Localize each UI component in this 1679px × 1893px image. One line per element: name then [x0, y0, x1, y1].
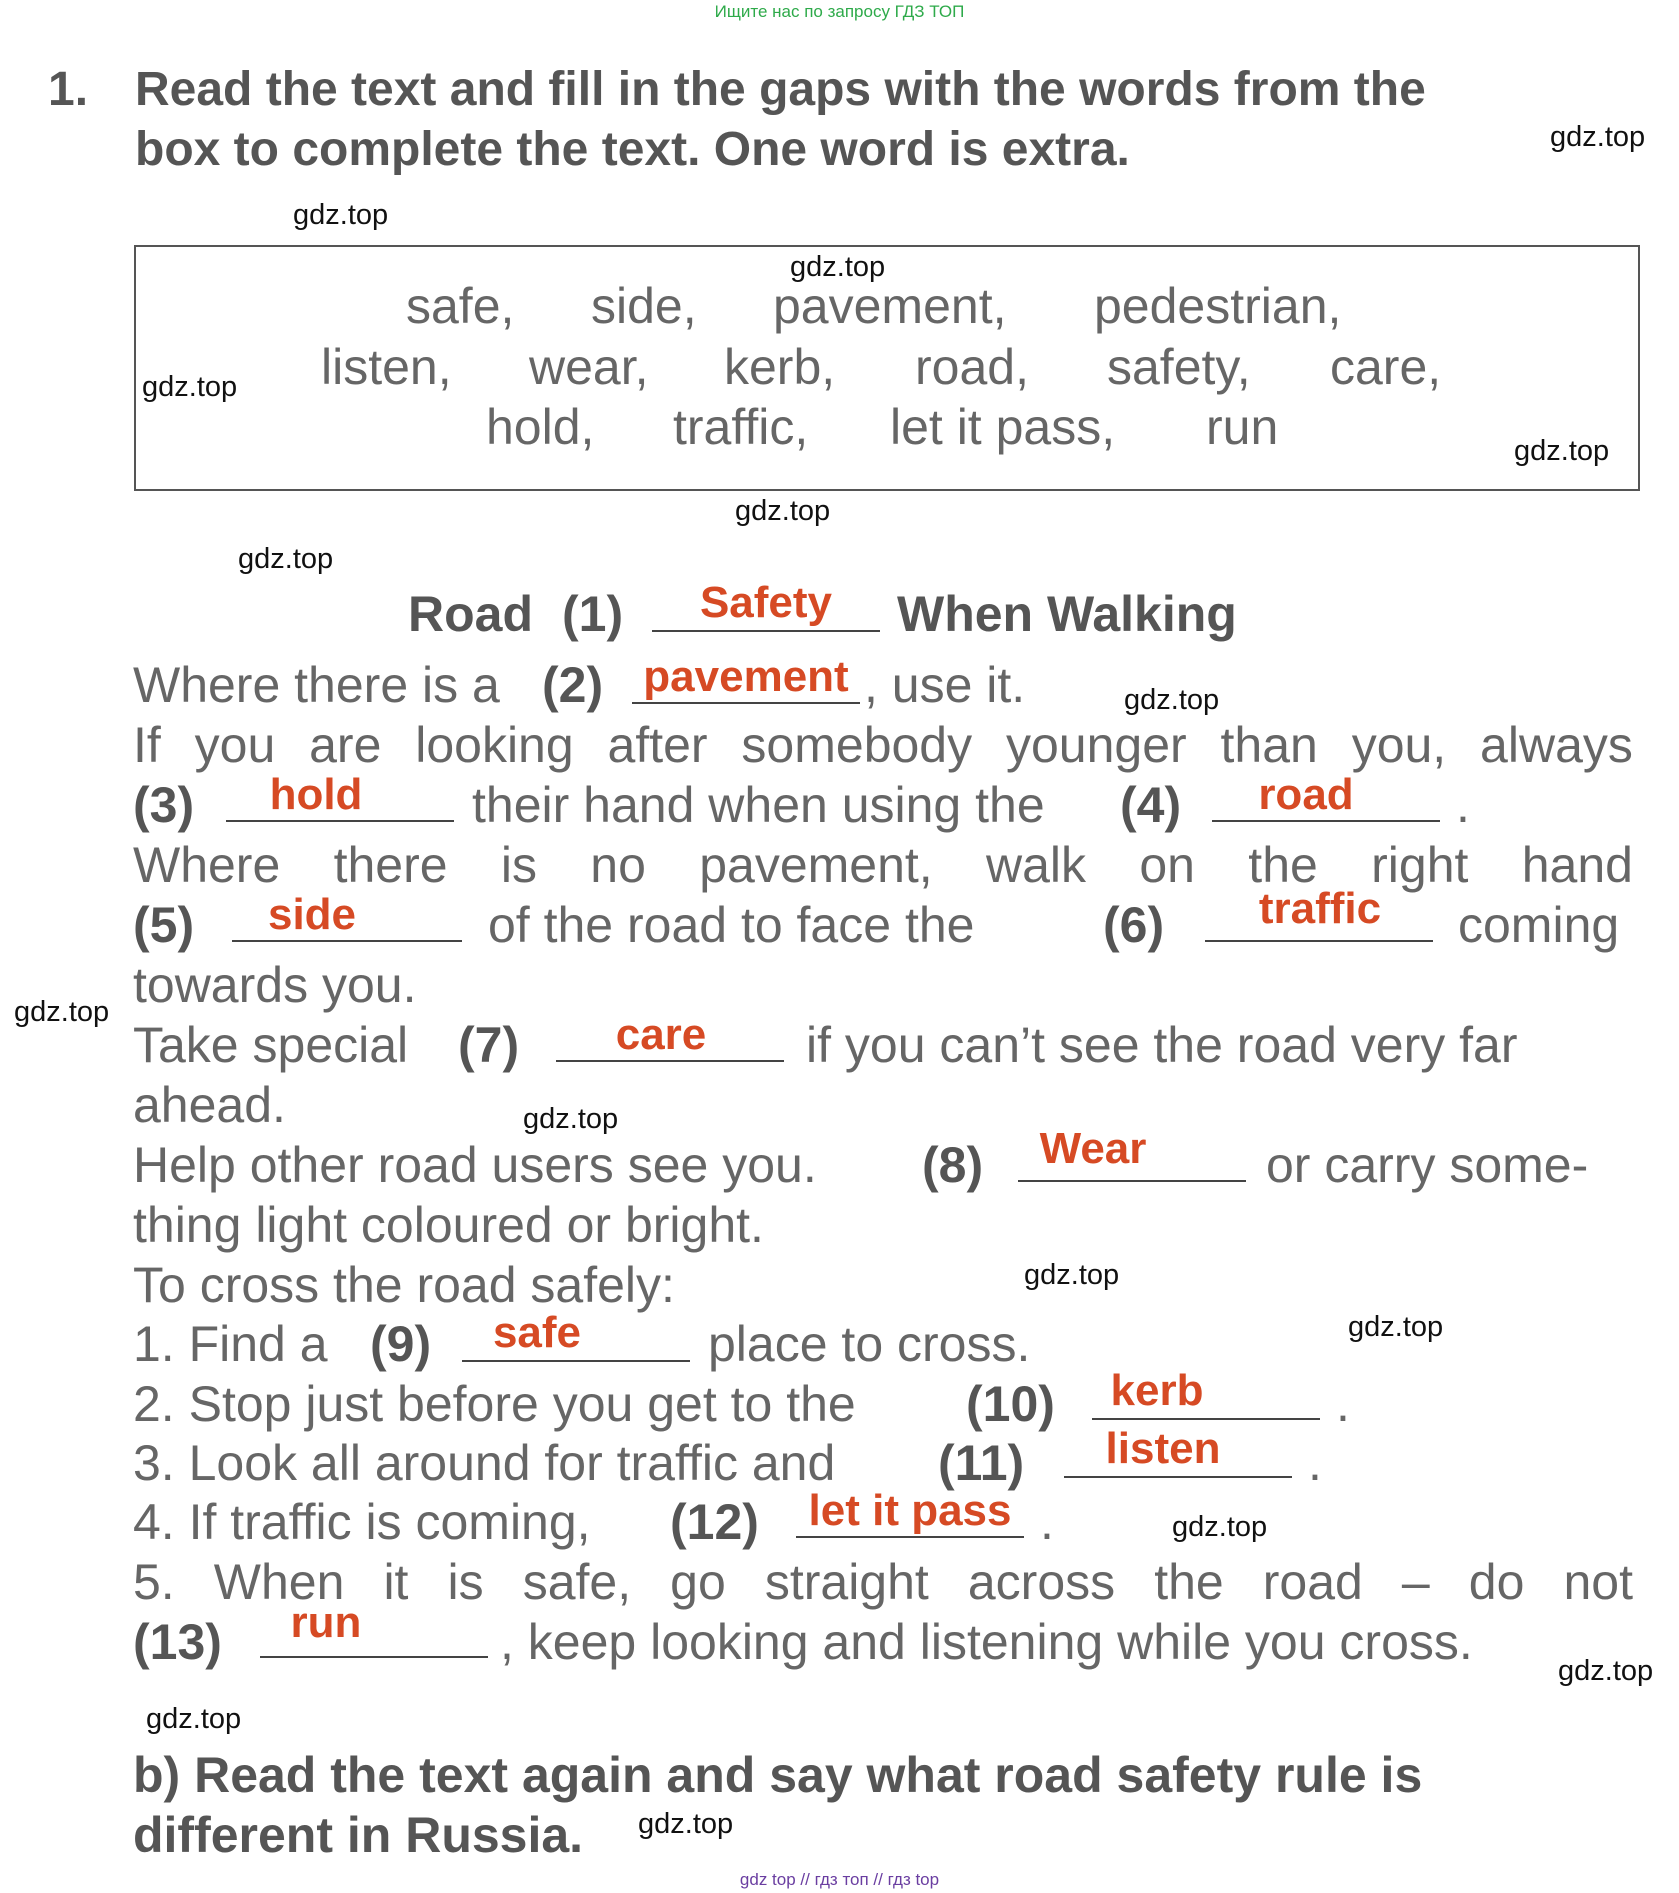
watermark: gdz.top — [1558, 1655, 1654, 1687]
step-5-line: 5. When it is safe, go straight across the road – do not — [133, 1554, 1633, 1610]
text-title-pre: Road — [408, 586, 533, 642]
word-box-word: traffic, — [673, 399, 809, 455]
answer-12: let it pass — [808, 1486, 1012, 1535]
gap-number-12: (12) — [670, 1494, 759, 1550]
text-line-9-pre: Help other road users see you. — [133, 1137, 817, 1193]
text-line-7-post: if you can’t see the road very far — [806, 1017, 1518, 1073]
watermark: gdz.top — [1124, 684, 1220, 716]
text-line-3-end: . — [1456, 777, 1470, 833]
step-3-post: . — [1308, 1435, 1322, 1491]
watermark: gdz.top — [238, 543, 334, 575]
step-5-line-2-post: , keep looking and listening while you cross. — [500, 1614, 1473, 1670]
text-line-5-mid: of the road to face the — [488, 897, 975, 953]
gap-line-11 — [1064, 1476, 1292, 1478]
gap-number-6: (6) — [1103, 897, 1165, 953]
word-box-word: safety, — [1107, 339, 1251, 395]
gap-line-10 — [1092, 1418, 1320, 1420]
task-number: 1. — [48, 63, 89, 116]
text-line-8: ahead. — [133, 1077, 286, 1133]
text-line-9-post: or carry some- — [1266, 1137, 1589, 1193]
text-line-5-end: coming — [1458, 897, 1620, 953]
text-line-1-post: , use it. — [864, 657, 1026, 713]
step-2-pre: 2. Stop just before you get to the — [133, 1376, 856, 1432]
step-1-pre: 1. Find a — [133, 1316, 328, 1372]
step-4-pre: 4. If traffic is coming, — [133, 1494, 591, 1550]
watermark: gdz.top — [1514, 435, 1610, 467]
gap-number-5: (5) — [133, 897, 195, 953]
gap-line-9 — [462, 1360, 690, 1362]
answer-2: pavement — [643, 652, 849, 701]
watermark: gdz.top — [1024, 1259, 1120, 1291]
word-box-word: safe, — [406, 278, 515, 334]
text-line-2: If you are looking after somebody younger than you, always — [133, 717, 1633, 773]
gap-line-1 — [652, 630, 880, 632]
step-2-post: . — [1336, 1376, 1350, 1432]
watermark: gdz.top — [1348, 1311, 1444, 1343]
watermark: gdz.top — [790, 251, 886, 283]
text-line-7-pre: Take special — [133, 1017, 409, 1073]
answer-10: kerb — [1110, 1366, 1204, 1415]
answer-8: Wear — [1039, 1124, 1147, 1173]
word-box-word: run — [1206, 399, 1279, 455]
watermark: gdz.top — [1550, 121, 1646, 153]
text-title-post: When Walking — [897, 586, 1237, 642]
watermark: gdz.top — [146, 1703, 242, 1735]
word-box-word: side, — [591, 278, 697, 334]
watermark: gdz.top — [142, 371, 238, 403]
footer-link[interactable]: gdz top // гдз топ // гдз top — [739, 1870, 940, 1889]
gap-line-13 — [260, 1656, 488, 1658]
text-line-3-mid: their hand when using the — [472, 777, 1045, 833]
gap-number-11: (11) — [938, 1435, 1025, 1491]
answer-9: safe — [492, 1308, 582, 1357]
answer-4: road — [1258, 770, 1354, 819]
word-box-word: kerb, — [724, 339, 836, 395]
word-box-word: care, — [1330, 339, 1442, 395]
gap-line-12 — [796, 1536, 1024, 1538]
watermark: gdz.top — [293, 199, 389, 231]
answer-11: listen — [1105, 1424, 1221, 1473]
part-b-line-1: b) Read the text again and say what road safety rule is — [133, 1747, 1423, 1803]
answer-6: traffic — [1258, 884, 1382, 933]
watermark: gdz.top — [1172, 1511, 1268, 1543]
part-b-line-2: different in Russia. — [133, 1807, 584, 1863]
word-box-word: let it pass, — [890, 399, 1116, 455]
gap-number-8: (8) — [922, 1137, 984, 1193]
watermark: gdz.top — [523, 1103, 619, 1135]
gap-number-7: (7) — [458, 1017, 520, 1073]
word-box-word: hold, — [486, 399, 595, 455]
gap-number-2: (2) — [542, 657, 604, 713]
step-4-post: . — [1040, 1494, 1054, 1550]
answer-1: Safety — [699, 578, 833, 627]
gap-line-4 — [1212, 820, 1440, 822]
gap-number-10: (10) — [966, 1376, 1055, 1432]
gap-number-13: (13) — [133, 1614, 222, 1670]
word-box — [134, 245, 1640, 491]
word-box-word: listen, — [321, 339, 452, 395]
word-box-word: road, — [915, 339, 1029, 395]
gap-line-8 — [1018, 1180, 1246, 1182]
gap-number-4: (4) — [1120, 777, 1182, 833]
gap-line-2 — [632, 702, 860, 704]
answer-13: run — [290, 1598, 362, 1647]
answer-3: hold — [269, 770, 363, 819]
gap-line-3 — [226, 820, 454, 822]
gap-line-5 — [232, 940, 462, 942]
answer-5: side — [267, 890, 357, 939]
text-line-6: towards you. — [133, 957, 417, 1013]
step-1-post: place to cross. — [708, 1316, 1031, 1372]
step-3-pre: 3. Look all around for traffic and — [133, 1435, 836, 1491]
word-box-word: wear, — [529, 339, 649, 395]
text-line-4: Where there is no pavement, walk on the right hand — [133, 837, 1633, 893]
word-box-word: pavement, — [773, 278, 1007, 334]
answer-7: care — [615, 1010, 707, 1059]
text-line-10: thing light coloured or bright. — [133, 1197, 764, 1253]
watermark: gdz.top — [638, 1808, 734, 1840]
gap-number-1: (1) — [562, 586, 624, 642]
gap-line-7 — [556, 1060, 784, 1062]
header-link[interactable]: Ищите нас по запросу ГДЗ ТОП — [714, 2, 965, 21]
gap-number-3: (3) — [133, 777, 195, 833]
word-box-word: pedestrian, — [1094, 278, 1342, 334]
watermark: gdz.top — [14, 996, 110, 1028]
text-line-1-pre: Where there is a — [133, 657, 500, 713]
watermark: gdz.top — [735, 495, 831, 527]
text-line-11: To cross the road safely: — [133, 1257, 675, 1313]
gap-number-9: (9) — [370, 1316, 432, 1372]
task-instruction-line-1: Read the text and fill in the gaps with the words from the — [135, 63, 1426, 116]
gap-line-6 — [1205, 940, 1433, 942]
task-instruction-line-2: box to complete the text. One word is extra. — [135, 123, 1130, 176]
